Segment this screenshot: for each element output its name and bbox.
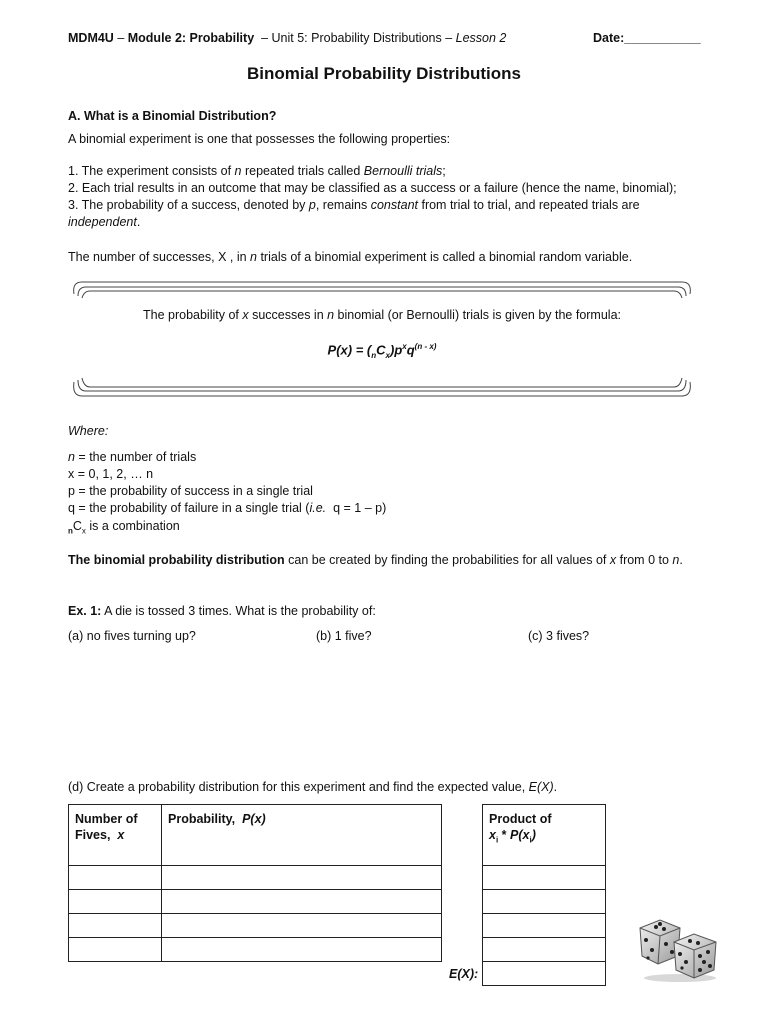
header-probability: Probability, P(x) (162, 805, 442, 866)
property-2: 2. Each trial results in an outcome that may be classified as a success or a failure (hence the name, binomial); (68, 181, 677, 195)
random-variable-text: The number of successes, X , in n trials of a binomial experiment is called a binomial random variable. (68, 250, 633, 264)
expected-value-cell[interactable] (483, 962, 606, 986)
table-row (483, 866, 606, 890)
table-cell[interactable] (162, 914, 442, 938)
question-d: (d) Create a probability distribution for this experiment and find the expected value, E(X). (68, 780, 558, 794)
where-q: q = the probability of failure in a single trial (i.e. q = 1 – p) (68, 501, 387, 515)
table-row (69, 914, 442, 938)
where-n: n = the number of trials (68, 450, 197, 464)
example-1: Ex. 1: A die is tossed 3 times. What is the probability of: (68, 604, 376, 618)
property-3-cont: independent. (68, 215, 141, 229)
table-cell[interactable] (69, 914, 162, 938)
table-row (483, 938, 606, 962)
header-number-of-fives: Number of Fives, x (69, 805, 162, 866)
formula-box (68, 278, 696, 404)
table-cell[interactable] (162, 866, 442, 890)
formula-scroll-border (68, 278, 696, 404)
unit-name: Unit 5: Probability Distributions (271, 31, 442, 45)
table-cell[interactable] (69, 890, 162, 914)
distribution-text: The binomial probability distribution can be created by finding the probabilities for all values of x from 0 to n. (68, 553, 683, 567)
expected-value-row (483, 962, 606, 986)
table-row (69, 890, 442, 914)
table-cell[interactable] (483, 914, 606, 938)
product-table (482, 804, 606, 986)
dice-icon (636, 912, 720, 984)
table-cell[interactable] (69, 938, 162, 962)
where-x: x = 0, 1, 2, … n (68, 467, 154, 481)
question-b: (b) 1 five? (316, 629, 372, 643)
distribution-table (68, 804, 442, 962)
table-row (483, 914, 606, 938)
where-label: Where: (68, 424, 109, 438)
table-header-row (483, 805, 606, 866)
table-row (483, 890, 606, 914)
table-cell[interactable] (483, 938, 606, 962)
table-row (69, 938, 442, 962)
expected-value-label: E(X): (449, 967, 479, 981)
question-c: (c) 3 fives? (528, 629, 590, 643)
table-header-row (69, 805, 442, 866)
table-cell[interactable] (69, 866, 162, 890)
table-row (69, 866, 442, 890)
formula-description: The probability of x successes in n binomial (or Bernoulli) trials is given by the formula: (143, 308, 621, 322)
page-title: Binomial Probability Distributions (247, 64, 521, 83)
where-p: p = the probability of success in a single trial (68, 484, 313, 498)
intro-text: A binomial experiment is one that possesses the following properties: (68, 132, 451, 146)
binomial-formula: $P(x) = (_nC_x)p^xq^{(n - x)}$ (327, 342, 437, 360)
table-cell[interactable] (162, 890, 442, 914)
header-product: Product of $x_i * P(x_i)$ (483, 805, 606, 866)
section-a-heading: A. What is a Binomial Distribution? (68, 109, 277, 123)
table-cell[interactable] (483, 866, 606, 890)
course-code: MDM4U (68, 31, 114, 45)
module-name: Module 2: Probability (127, 31, 255, 45)
table-cell[interactable] (483, 890, 606, 914)
property-3: 3. The probability of a success, denoted by p, remains constant from trial to trial, and repeated trials are (68, 198, 640, 212)
date-field: Date:___________ (593, 31, 701, 45)
question-a: (a) no fives turning up? (68, 629, 196, 643)
table-cell[interactable] (162, 938, 442, 962)
where-combination: $_nC_x$ is a combination (68, 519, 180, 536)
property-1: 1. The experiment consists of n repeated trials called Bernoulli trials; (68, 164, 446, 178)
lesson-name: Lesson 2 (455, 31, 507, 45)
header-title: MDM4U – Module 2: Probability – Unit 5: Probability Distributions – Lesson 2 (68, 31, 507, 45)
